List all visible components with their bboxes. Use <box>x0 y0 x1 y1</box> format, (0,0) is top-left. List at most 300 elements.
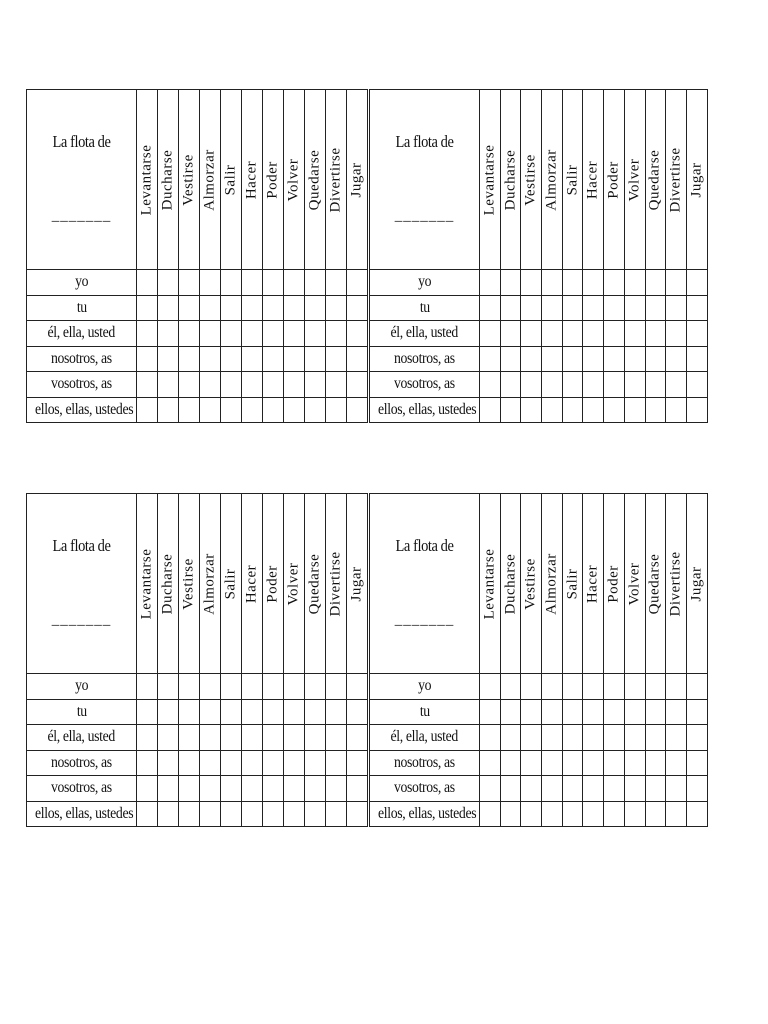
answer-cell[interactable] <box>686 776 707 802</box>
pronoun-label: él, ella, usted <box>47 324 116 342</box>
answer-cell[interactable] <box>326 321 347 347</box>
answer-cell[interactable] <box>137 699 158 725</box>
answer-cell[interactable] <box>604 346 625 372</box>
pronoun-cell <box>370 270 480 296</box>
answer-cell[interactable] <box>284 397 305 423</box>
answer-cell[interactable] <box>242 776 263 802</box>
pronoun-label: él, ella, usted <box>47 728 116 746</box>
answer-cell[interactable] <box>284 776 305 802</box>
answer-cell[interactable] <box>326 699 347 725</box>
answer-cell[interactable] <box>263 801 284 827</box>
answer-cell[interactable] <box>305 270 326 296</box>
answer-cell[interactable] <box>562 321 583 347</box>
answer-cell[interactable] <box>200 397 221 423</box>
answer-cell[interactable] <box>305 397 326 423</box>
answer-cell[interactable] <box>645 750 666 776</box>
answer-cell[interactable] <box>645 699 666 725</box>
answer-cell[interactable] <box>263 776 284 802</box>
answer-cell[interactable] <box>542 346 563 372</box>
answer-cell[interactable] <box>500 372 521 398</box>
answer-cell[interactable] <box>263 699 284 725</box>
answer-cell[interactable] <box>500 397 521 423</box>
answer-cell[interactable] <box>326 725 347 751</box>
answer-cell[interactable] <box>158 346 179 372</box>
answer-cell[interactable] <box>347 270 368 296</box>
answer-cell[interactable] <box>326 346 347 372</box>
verb-header <box>686 494 707 674</box>
answer-cell[interactable] <box>200 801 221 827</box>
answer-cell[interactable] <box>583 750 604 776</box>
answer-cell[interactable] <box>242 372 263 398</box>
answer-cell[interactable] <box>521 750 542 776</box>
answer-cell[interactable] <box>221 674 242 700</box>
answer-cell[interactable] <box>583 295 604 321</box>
answer-cell[interactable] <box>179 295 200 321</box>
answer-cell[interactable] <box>221 372 242 398</box>
answer-cell[interactable] <box>645 372 666 398</box>
answer-cell[interactable] <box>542 372 563 398</box>
answer-cell[interactable] <box>624 346 645 372</box>
answer-cell[interactable] <box>221 801 242 827</box>
pronoun-cell <box>370 801 480 827</box>
answer-cell[interactable] <box>542 295 563 321</box>
answer-cell[interactable] <box>284 270 305 296</box>
answer-cell[interactable] <box>480 372 501 398</box>
answer-cell[interactable] <box>263 725 284 751</box>
answer-cell[interactable] <box>521 321 542 347</box>
answer-cell[interactable] <box>542 321 563 347</box>
answer-cell[interactable] <box>305 295 326 321</box>
answer-cell[interactable] <box>347 750 368 776</box>
answer-cell[interactable] <box>686 699 707 725</box>
answer-cell[interactable] <box>500 674 521 700</box>
answer-cell[interactable] <box>158 776 179 802</box>
answer-cell[interactable] <box>686 674 707 700</box>
answer-cell[interactable] <box>179 725 200 751</box>
answer-cell[interactable] <box>604 750 625 776</box>
answer-cell[interactable] <box>326 372 347 398</box>
answer-cell[interactable] <box>666 801 687 827</box>
answer-cell[interactable] <box>624 801 645 827</box>
verb-header <box>624 494 645 674</box>
answer-cell[interactable] <box>263 674 284 700</box>
answer-cell[interactable] <box>583 372 604 398</box>
answer-cell[interactable] <box>284 699 305 725</box>
answer-cell[interactable] <box>179 346 200 372</box>
answer-cell[interactable] <box>500 270 521 296</box>
answer-cell[interactable] <box>480 674 501 700</box>
answer-cell[interactable] <box>263 270 284 296</box>
answer-cell[interactable] <box>284 372 305 398</box>
answer-cell[interactable] <box>480 699 501 725</box>
answer-cell[interactable] <box>624 295 645 321</box>
answer-cell[interactable] <box>242 321 263 347</box>
answer-cell[interactable] <box>562 270 583 296</box>
answer-cell[interactable] <box>221 321 242 347</box>
answer-cell[interactable] <box>305 346 326 372</box>
answer-cell[interactable] <box>179 674 200 700</box>
answer-cell[interactable] <box>500 801 521 827</box>
answer-cell[interactable] <box>583 397 604 423</box>
answer-cell[interactable] <box>624 321 645 347</box>
answer-cell[interactable] <box>242 725 263 751</box>
answer-cell[interactable] <box>179 776 200 802</box>
answer-cell[interactable] <box>137 372 158 398</box>
verb-header <box>480 90 501 270</box>
answer-cell[interactable] <box>666 270 687 296</box>
answer-cell[interactable] <box>179 699 200 725</box>
answer-cell[interactable] <box>645 321 666 347</box>
answer-cell[interactable] <box>604 776 625 802</box>
answer-cell[interactable] <box>480 750 501 776</box>
answer-cell[interactable] <box>604 321 625 347</box>
answer-cell[interactable] <box>179 321 200 347</box>
answer-cell[interactable] <box>604 725 625 751</box>
answer-cell[interactable] <box>542 725 563 751</box>
answer-cell[interactable] <box>179 801 200 827</box>
answer-cell[interactable] <box>624 750 645 776</box>
answer-cell[interactable] <box>645 270 666 296</box>
answer-cell[interactable] <box>284 295 305 321</box>
answer-cell[interactable] <box>179 372 200 398</box>
answer-cell[interactable] <box>521 346 542 372</box>
answer-cell[interactable] <box>624 397 645 423</box>
title-cell <box>27 90 137 270</box>
answer-cell[interactable] <box>221 295 242 321</box>
answer-cell[interactable] <box>158 372 179 398</box>
answer-cell[interactable] <box>624 270 645 296</box>
pronoun-label: yo <box>74 677 89 695</box>
answer-cell[interactable] <box>604 270 625 296</box>
answer-cell[interactable] <box>666 346 687 372</box>
answer-cell[interactable] <box>562 776 583 802</box>
answer-cell[interactable] <box>583 801 604 827</box>
answer-cell[interactable] <box>666 321 687 347</box>
answer-cell[interactable] <box>666 397 687 423</box>
answer-cell[interactable] <box>521 372 542 398</box>
answer-cell[interactable] <box>326 801 347 827</box>
answer-cell[interactable] <box>562 372 583 398</box>
pronoun-label: tu <box>76 702 87 720</box>
answer-cell[interactable] <box>200 295 221 321</box>
answer-cell[interactable] <box>583 776 604 802</box>
answer-cell[interactable] <box>137 270 158 296</box>
answer-cell[interactable] <box>604 397 625 423</box>
answer-cell[interactable] <box>666 750 687 776</box>
answer-cell[interactable] <box>137 346 158 372</box>
answer-cell[interactable] <box>242 295 263 321</box>
answer-cell[interactable] <box>326 776 347 802</box>
answer-cell[interactable] <box>158 321 179 347</box>
answer-cell[interactable] <box>666 372 687 398</box>
answer-cell[interactable] <box>521 776 542 802</box>
answer-cell[interactable] <box>604 674 625 700</box>
answer-cell[interactable] <box>305 674 326 700</box>
answer-cell[interactable] <box>326 397 347 423</box>
answer-cell[interactable] <box>242 750 263 776</box>
answer-cell[interactable] <box>221 750 242 776</box>
title-cell <box>27 494 137 674</box>
answer-cell[interactable] <box>305 750 326 776</box>
pronoun-label: nosotros, as <box>51 753 112 771</box>
answer-cell[interactable] <box>480 397 501 423</box>
answer-cell[interactable] <box>645 674 666 700</box>
pronoun-label: vosotros, as <box>394 779 455 797</box>
answer-cell[interactable] <box>480 346 501 372</box>
answer-cell[interactable] <box>686 397 707 423</box>
answer-cell[interactable] <box>542 674 563 700</box>
answer-cell[interactable] <box>263 295 284 321</box>
answer-cell[interactable] <box>158 295 179 321</box>
answer-cell[interactable] <box>242 346 263 372</box>
answer-cell[interactable] <box>624 372 645 398</box>
answer-cell[interactable] <box>521 674 542 700</box>
answer-cell[interactable] <box>158 674 179 700</box>
answer-cell[interactable] <box>158 725 179 751</box>
answer-cell[interactable] <box>645 295 666 321</box>
answer-cell[interactable] <box>480 295 501 321</box>
answer-cell[interactable] <box>645 776 666 802</box>
answer-cell[interactable] <box>645 397 666 423</box>
answer-cell[interactable] <box>200 699 221 725</box>
header-row <box>27 90 368 270</box>
answer-cell[interactable] <box>562 750 583 776</box>
answer-cell[interactable] <box>500 776 521 802</box>
answer-cell[interactable] <box>500 725 521 751</box>
answer-cell[interactable] <box>347 321 368 347</box>
answer-cell[interactable] <box>521 270 542 296</box>
answer-cell[interactable] <box>583 346 604 372</box>
answer-cell[interactable] <box>263 321 284 347</box>
answer-cell[interactable] <box>542 699 563 725</box>
answer-cell[interactable] <box>242 801 263 827</box>
answer-cell[interactable] <box>284 801 305 827</box>
answer-cell[interactable] <box>137 750 158 776</box>
answer-cell[interactable] <box>200 372 221 398</box>
answer-cell[interactable] <box>500 321 521 347</box>
answer-cell[interactable] <box>500 346 521 372</box>
answer-cell[interactable] <box>604 699 625 725</box>
answer-cell[interactable] <box>284 725 305 751</box>
answer-cell[interactable] <box>562 295 583 321</box>
answer-cell[interactable] <box>480 321 501 347</box>
verb-label: Almorzar <box>543 552 560 615</box>
verb-header <box>604 494 625 674</box>
answer-cell[interactable] <box>347 674 368 700</box>
answer-cell[interactable] <box>521 725 542 751</box>
answer-cell[interactable] <box>666 699 687 725</box>
answer-cell[interactable] <box>242 699 263 725</box>
answer-cell[interactable] <box>645 801 666 827</box>
verb-header <box>562 90 583 270</box>
answer-cell[interactable] <box>624 725 645 751</box>
answer-cell[interactable] <box>263 372 284 398</box>
answer-cell[interactable] <box>200 750 221 776</box>
verb-header <box>542 90 563 270</box>
answer-cell[interactable] <box>666 295 687 321</box>
pronoun-cell <box>370 321 480 347</box>
answer-cell[interactable] <box>158 699 179 725</box>
answer-cell[interactable] <box>179 397 200 423</box>
answer-cell[interactable] <box>624 699 645 725</box>
answer-cell[interactable] <box>137 776 158 802</box>
answer-cell[interactable] <box>305 321 326 347</box>
answer-cell[interactable] <box>500 295 521 321</box>
answer-cell[interactable] <box>666 776 687 802</box>
verb-label: Almorzar <box>201 552 218 615</box>
table-row <box>27 801 368 827</box>
answer-cell[interactable] <box>221 397 242 423</box>
answer-cell[interactable] <box>284 674 305 700</box>
answer-cell[interactable] <box>624 776 645 802</box>
answer-cell[interactable] <box>562 725 583 751</box>
answer-cell[interactable] <box>686 801 707 827</box>
table-title: La flota de <box>52 536 111 555</box>
answer-cell[interactable] <box>604 372 625 398</box>
answer-cell[interactable] <box>347 397 368 423</box>
verb-label: Volver <box>626 158 643 201</box>
verb-header <box>200 494 221 674</box>
answer-cell[interactable] <box>242 270 263 296</box>
answer-cell[interactable] <box>242 674 263 700</box>
answer-cell[interactable] <box>347 372 368 398</box>
verb-header <box>542 494 563 674</box>
answer-cell[interactable] <box>645 725 666 751</box>
answer-cell[interactable] <box>500 750 521 776</box>
answer-cell[interactable] <box>347 801 368 827</box>
answer-cell[interactable] <box>200 674 221 700</box>
answer-cell[interactable] <box>562 699 583 725</box>
answer-cell[interactable] <box>666 674 687 700</box>
answer-cell[interactable] <box>347 725 368 751</box>
answer-cell[interactable] <box>562 346 583 372</box>
answer-cell[interactable] <box>542 801 563 827</box>
answer-cell[interactable] <box>179 270 200 296</box>
table-row <box>27 699 368 725</box>
answer-cell[interactable] <box>221 699 242 725</box>
answer-cell[interactable] <box>686 372 707 398</box>
answer-cell[interactable] <box>137 801 158 827</box>
answer-cell[interactable] <box>480 801 501 827</box>
answer-cell[interactable] <box>480 725 501 751</box>
answer-cell[interactable] <box>200 776 221 802</box>
answer-cell[interactable] <box>305 725 326 751</box>
answer-cell[interactable] <box>347 699 368 725</box>
answer-cell[interactable] <box>221 725 242 751</box>
name-blank: _______ <box>394 208 455 224</box>
answer-cell[interactable] <box>305 801 326 827</box>
answer-cell[interactable] <box>242 397 263 423</box>
pronoun-label: ellos, ellas, ustedes <box>377 804 477 822</box>
answer-cell[interactable] <box>521 295 542 321</box>
answer-cell[interactable] <box>347 776 368 802</box>
answer-cell[interactable] <box>284 346 305 372</box>
verb-label: Ducharse <box>502 149 519 210</box>
answer-cell[interactable] <box>200 321 221 347</box>
answer-cell[interactable] <box>305 372 326 398</box>
answer-cell[interactable] <box>221 270 242 296</box>
answer-cell[interactable] <box>542 776 563 802</box>
answer-cell[interactable] <box>500 699 521 725</box>
verb-header <box>521 90 542 270</box>
table-row <box>370 270 708 296</box>
answer-cell[interactable] <box>562 397 583 423</box>
answer-cell[interactable] <box>686 725 707 751</box>
answer-cell[interactable] <box>326 270 347 296</box>
answer-cell[interactable] <box>480 776 501 802</box>
pronoun-label: yo <box>417 273 432 291</box>
answer-cell[interactable] <box>263 346 284 372</box>
answer-cell[interactable] <box>542 397 563 423</box>
answer-cell[interactable] <box>200 346 221 372</box>
answer-cell[interactable] <box>263 750 284 776</box>
answer-cell[interactable] <box>347 346 368 372</box>
answer-cell[interactable] <box>347 295 368 321</box>
answer-cell[interactable] <box>666 725 687 751</box>
answer-cell[interactable] <box>604 295 625 321</box>
answer-cell[interactable] <box>137 321 158 347</box>
answer-cell[interactable] <box>686 346 707 372</box>
answer-cell[interactable] <box>326 674 347 700</box>
answer-cell[interactable] <box>137 295 158 321</box>
answer-cell[interactable] <box>137 725 158 751</box>
answer-cell[interactable] <box>305 699 326 725</box>
answer-cell[interactable] <box>200 270 221 296</box>
answer-cell[interactable] <box>645 346 666 372</box>
answer-cell[interactable] <box>263 397 284 423</box>
answer-cell[interactable] <box>221 776 242 802</box>
answer-cell[interactable] <box>326 295 347 321</box>
pronoun-cell <box>370 750 480 776</box>
answer-cell[interactable] <box>604 801 625 827</box>
answer-cell[interactable] <box>521 397 542 423</box>
answer-cell[interactable] <box>179 750 200 776</box>
answer-cell[interactable] <box>137 674 158 700</box>
table-row <box>27 321 368 347</box>
answer-cell[interactable] <box>521 699 542 725</box>
answer-cell[interactable] <box>624 674 645 700</box>
answer-cell[interactable] <box>521 801 542 827</box>
answer-cell[interactable] <box>583 270 604 296</box>
answer-cell[interactable] <box>686 750 707 776</box>
answer-cell[interactable] <box>221 346 242 372</box>
answer-cell[interactable] <box>583 699 604 725</box>
answer-cell[interactable] <box>200 725 221 751</box>
answer-cell[interactable] <box>542 750 563 776</box>
answer-cell[interactable] <box>284 321 305 347</box>
answer-cell[interactable] <box>562 674 583 700</box>
answer-cell[interactable] <box>158 397 179 423</box>
conjugation-table-bottom-left <box>26 493 368 827</box>
answer-cell[interactable] <box>480 270 501 296</box>
answer-cell[interactable] <box>158 801 179 827</box>
answer-cell[interactable] <box>542 270 563 296</box>
answer-cell[interactable] <box>583 725 604 751</box>
answer-cell[interactable] <box>137 397 158 423</box>
answer-cell[interactable] <box>583 674 604 700</box>
answer-cell[interactable] <box>284 750 305 776</box>
answer-cell[interactable] <box>686 295 707 321</box>
answer-cell[interactable] <box>158 270 179 296</box>
answer-cell[interactable] <box>686 321 707 347</box>
answer-cell[interactable] <box>158 750 179 776</box>
verb-header <box>242 494 263 674</box>
answer-cell[interactable] <box>326 750 347 776</box>
answer-cell[interactable] <box>562 801 583 827</box>
answer-cell[interactable] <box>305 776 326 802</box>
answer-cell[interactable] <box>686 270 707 296</box>
answer-cell[interactable] <box>583 321 604 347</box>
